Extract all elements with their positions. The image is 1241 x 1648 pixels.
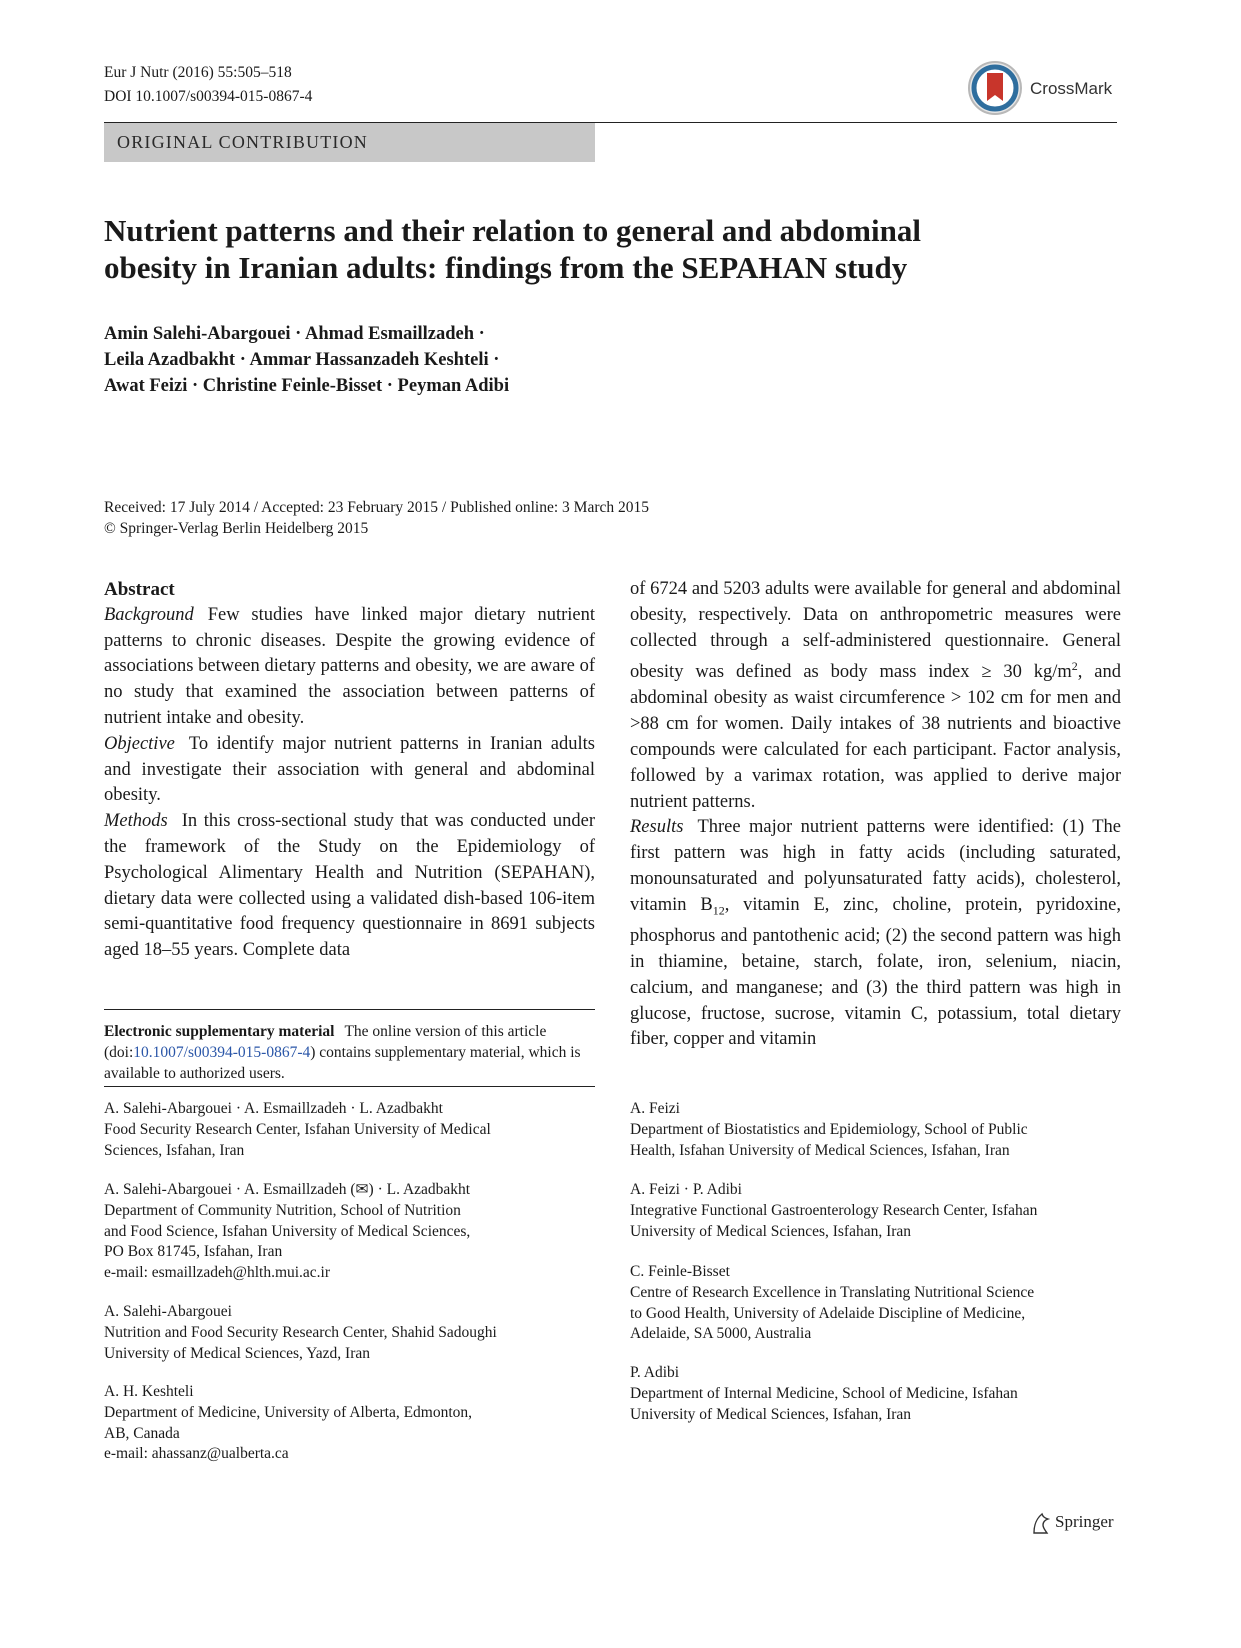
affiliation-line: Food Security Research Center, Isfahan University of Medical <box>104 1120 491 1138</box>
background-label: Background <box>104 604 194 625</box>
springer-logo <box>1030 1510 1120 1536</box>
affiliation-line: Sciences, Isfahan, Iran <box>104 1141 245 1159</box>
abstract-background <box>104 603 595 732</box>
affiliation-names: A. Salehi-Abargouei <box>104 1303 232 1320</box>
dates-line: Received: 17 July 2014 / Accepted: 23 February 2015 / Published online: 3 March 2015 <box>104 499 649 516</box>
esm-text: The online version of this article (doi: <box>104 1023 547 1061</box>
abstract-left-column <box>104 577 595 964</box>
affiliation-rule <box>104 1086 595 1087</box>
affiliation-names <box>104 1180 604 1201</box>
crossmark-badge[interactable] <box>967 60 1117 118</box>
author-line: Amin Salehi-Abargouei · Ahmad Esmaillzadeh · <box>104 324 485 344</box>
names-part: A. Salehi-Abargouei · A. Esmaillzadeh ( <box>104 1181 356 1198</box>
publisher-name: Springer <box>1055 1512 1114 1531</box>
affiliation <box>104 1302 604 1364</box>
affiliation-line: to Good Health, University of Adelaide Discipline of Medicine, <box>630 1304 1026 1322</box>
crossmark-icon <box>967 59 1027 119</box>
email-line[interactable]: e-mail: esmaillzadeh@hlth.mui.ac.ir <box>104 1264 331 1282</box>
affiliation-line: Department of Biostatistics and Epidemiology, School of Public <box>630 1120 1028 1138</box>
affiliation-line: AB, Canada <box>104 1424 180 1442</box>
affiliation-names: P. Adibi <box>630 1364 680 1381</box>
results-label: Results <box>630 817 684 838</box>
methods-label: Methods <box>104 811 168 832</box>
article-title <box>104 212 1104 286</box>
affiliation-line: University of Medical Sciences, Isfahan, Iran <box>630 1222 912 1240</box>
copyright-line: © Springer-Verlag Berlin Heidelberg 2015 <box>104 520 369 537</box>
affiliation-line: Adelaide, SA 5000, Australia <box>630 1325 812 1343</box>
author-line: Awat Feizi · Christine Feinle-Bisset · Peyman Adibi <box>104 376 510 396</box>
abstract-objective <box>104 732 595 809</box>
affiliation-names: A. Salehi-Abargouei · A. Esmaillzadeh · L. Azadbakht <box>104 1100 443 1117</box>
objective-text: To identify major nutrient patterns in Iranian adults and investigate their association with general and abdominal obesity. <box>104 733 595 806</box>
methods-continued-text-2: , and abdominal obesity as waist circumference > 102 cm for men and >88 cm for women. Daily intakes of 38 nutrients and bioactive compounds were calculated for each participant. Factor analysis, followed by a varimax rotation, was applied to derive major nutrient patterns. <box>630 662 1121 812</box>
supplementary-note <box>104 1021 595 1084</box>
affiliation <box>630 1363 1130 1425</box>
affiliation-line: Department of Internal Medicine, School of Medicine, Isfahan <box>630 1384 1018 1402</box>
affiliation-line: Department of Medicine, University of Alberta, Edmonton, <box>104 1403 473 1421</box>
esm-label: Electronic supplementary material <box>104 1023 335 1040</box>
abstract-results <box>630 815 1121 1053</box>
affiliation <box>104 1382 604 1465</box>
springer-horse-icon <box>1030 1511 1052 1535</box>
names-part-2: ) · L. Azadbakht <box>368 1181 471 1198</box>
objective-label: Objective <box>104 733 175 754</box>
affiliation <box>104 1099 604 1161</box>
methods-text: In this cross-sectional study that was conducted under the framework of the Study on the Epidemiology of Psychological Alimentary Health and Nutrition (SEPAHAN), dietary data were collected using a validated dish-based 106-item semi-quantitative food frequency questionnaire in 8691 subjects aged 18–55 years. Complete data <box>104 811 595 961</box>
affiliation-names: A. Feizi <box>630 1100 680 1117</box>
abstract-right-column <box>630 577 1121 1053</box>
affiliation <box>630 1262 1130 1345</box>
affiliation-line: Health, Isfahan University of Medical Sciences, Isfahan, Iran <box>630 1141 1010 1159</box>
affiliation-line: University of Medical Sciences, Isfahan, Iran <box>630 1405 912 1423</box>
affiliation <box>104 1180 604 1284</box>
doi-line: DOI 10.1007/s00394-015-0867-4 <box>104 88 313 105</box>
results-text-2: , vitamin E, zinc, choline, protein, pyridoxine, phosphorus and pantothenic acid; (2) the second pattern was high in thiamine, betaine, starch, folate, iron, selenium, niacin, calcium, and manganese; and (3) the third pattern was high in glucose, fructose, sucrose, vitamin C, potassium, total dietary fiber, copper and vitamin <box>630 894 1121 1050</box>
affiliation-line: and Food Science, Isfahan University of Medical Sciences, <box>104 1222 471 1240</box>
affiliation-line: Department of Community Nutrition, School of Nutrition <box>104 1201 461 1219</box>
affiliation-line: University of Medical Sciences, Yazd, Iran <box>104 1344 371 1362</box>
subscript: 12 <box>712 903 725 918</box>
background-text: Few studies have linked major dietary nutrient patterns to chronic diseases. Despite the growing evidence of associations between dietary patterns and obesity, we are aware of no study that examined the association between patterns of nutrient intake and obesity. <box>104 604 595 728</box>
affiliation-line: PO Box 81745, Isfahan, Iran <box>104 1243 283 1261</box>
affiliation-names: C. Feinle-Bisset <box>630 1263 730 1280</box>
abstract-methods-continued <box>630 577 1121 815</box>
superscript: 2 <box>1071 659 1078 674</box>
author-list <box>104 321 744 399</box>
journal-reference: Eur J Nutr (2016) 55:505–518 <box>104 64 292 81</box>
footnote-rule <box>104 1009 595 1010</box>
esm-text-2: ) contains supplementary material, which is available to authorized users. <box>104 1044 581 1082</box>
affiliation-line: Integrative Functional Gastroenterology Research Center, Isfahan <box>630 1201 1038 1219</box>
author-line: Leila Azadbakht · Ammar Hassanzadeh Keshteli · <box>104 350 500 370</box>
doi-link[interactable]: 10.1007/s00394-015-0867-4 <box>133 1044 311 1061</box>
abstract-heading: Abstract <box>104 579 175 600</box>
section-label: ORIGINAL CONTRIBUTION <box>104 123 595 162</box>
title-line: obesity in Iranian adults: findings from the SEPAHAN study <box>104 250 908 285</box>
affiliation-names: A. Feizi · P. Adibi <box>630 1181 742 1198</box>
publication-dates <box>104 497 649 539</box>
mail-icon: ✉ <box>355 1181 369 1198</box>
methods-continued-text: of 6724 and 5203 adults were available for general and abdominal obesity, respectively. Data on anthropometric measures were collected through a self-administered questionnaire. General obesity was defined as body mass index ≥ 30 kg/m <box>630 579 1121 683</box>
affiliation <box>630 1180 1130 1242</box>
affiliation-names: A. H. Keshteli <box>104 1383 194 1400</box>
results-text: Three major nutrient patterns were identified: (1) The first pattern was high in fatty acids (including saturated, monounsaturated and polyunsaturated fatty acids), cholesterol, vitamin B <box>630 817 1121 915</box>
title-line: Nutrient patterns and their relation to general and abdominal <box>104 213 921 248</box>
email-line[interactable]: e-mail: ahassanz@ualberta.ca <box>104 1445 289 1463</box>
affiliation-line: Centre of Research Excellence in Translating Nutritional Science <box>630 1283 1035 1301</box>
abstract-methods <box>104 809 595 964</box>
crossmark-label: CrossMark <box>1030 79 1113 98</box>
affiliation <box>630 1099 1130 1161</box>
affiliation-line: Nutrition and Food Security Research Center, Shahid Sadoughi <box>104 1323 497 1341</box>
